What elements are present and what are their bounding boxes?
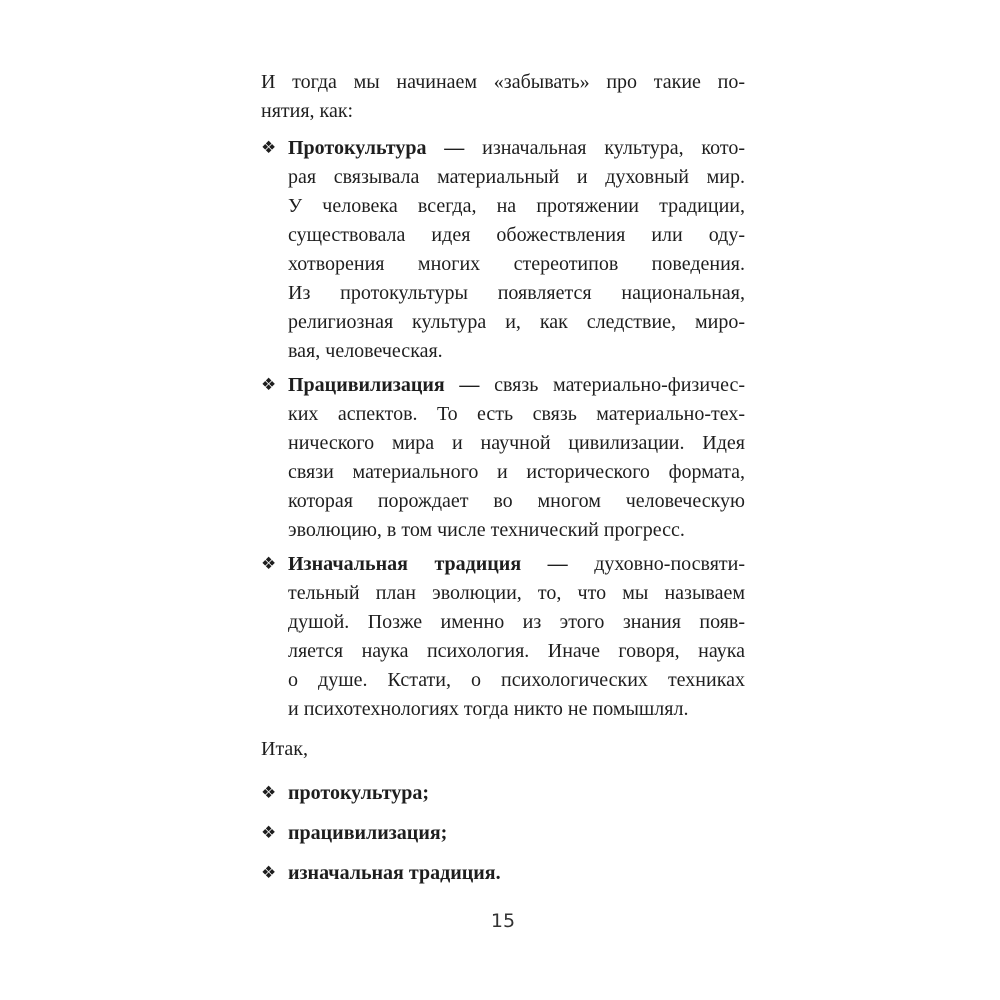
summary-item: протокультура; (288, 782, 430, 804)
definition-line: У человека всегда, на протяжении традиции, (288, 195, 745, 217)
summary-item: изначальная традиция. (288, 862, 501, 884)
definition-line: Из протокультуры появляется национальная, (288, 282, 745, 304)
intro-line: нятия, как: (261, 100, 354, 122)
diamond-bullet-icon: ❖ (261, 138, 277, 158)
definition-line: ляется наука психология. Иначе говоря, наука (288, 640, 745, 662)
intro-line: И тогда мы начинаем «забывать» про такие по- (261, 71, 745, 93)
definition-term: Изначальная традиция — (288, 553, 568, 575)
definition-line: хотворения многих стереотипов поведения. (288, 253, 745, 275)
definition-first-line (288, 550, 745, 578)
definition-line: нического мира и научной цивилизации. Идея (288, 432, 745, 454)
definition-line: вая, человеческая. (288, 340, 443, 362)
definition-line: эволюцию, в том числе технический прогресс. (288, 519, 685, 541)
book-page (261, 0, 745, 1000)
definition-line: связи материального и исторического формата, (288, 461, 745, 483)
definition-line: которая порождает во многом человеческую (288, 490, 745, 512)
definition-term: Протокультура — (288, 137, 465, 159)
page-number: 15 (490, 910, 516, 932)
definition-text: изначальная культура, кото- (464, 137, 745, 159)
definition-line: душой. Позже именно из этого знания появ- (288, 611, 745, 633)
diamond-bullet-icon: ❖ (261, 783, 277, 803)
definition-line: тельный план эволюции, то, что мы называем (288, 582, 745, 604)
summary-item: працивилизация; (288, 822, 448, 844)
definition-first-line (288, 371, 745, 399)
definition-line: о душе. Кстати, о психологических техниках (288, 669, 745, 691)
diamond-bullet-icon: ❖ (261, 863, 277, 883)
definition-line: религиозная культура и, как следствие, миро- (288, 311, 745, 333)
diamond-bullet-icon: ❖ (261, 823, 277, 843)
definition-line: и психотехнологиях тогда никто не помышлял. (288, 698, 689, 720)
summary-lead: Итак, (261, 738, 309, 760)
definition-text: духовно-посвяти- (567, 553, 745, 575)
definition-term: Працивилизация — (288, 374, 480, 396)
diamond-bullet-icon: ❖ (261, 554, 277, 574)
definition-line: рая связывала материальный и духовный мир. (288, 166, 745, 188)
definition-line: ких аспектов. То есть связь материально-тех- (288, 403, 745, 425)
definition-line: существовала идея обожествления или оду- (288, 224, 745, 246)
definition-text: связь материально-физичес- (479, 374, 745, 396)
diamond-bullet-icon: ❖ (261, 375, 277, 395)
definition-first-line (288, 134, 745, 162)
